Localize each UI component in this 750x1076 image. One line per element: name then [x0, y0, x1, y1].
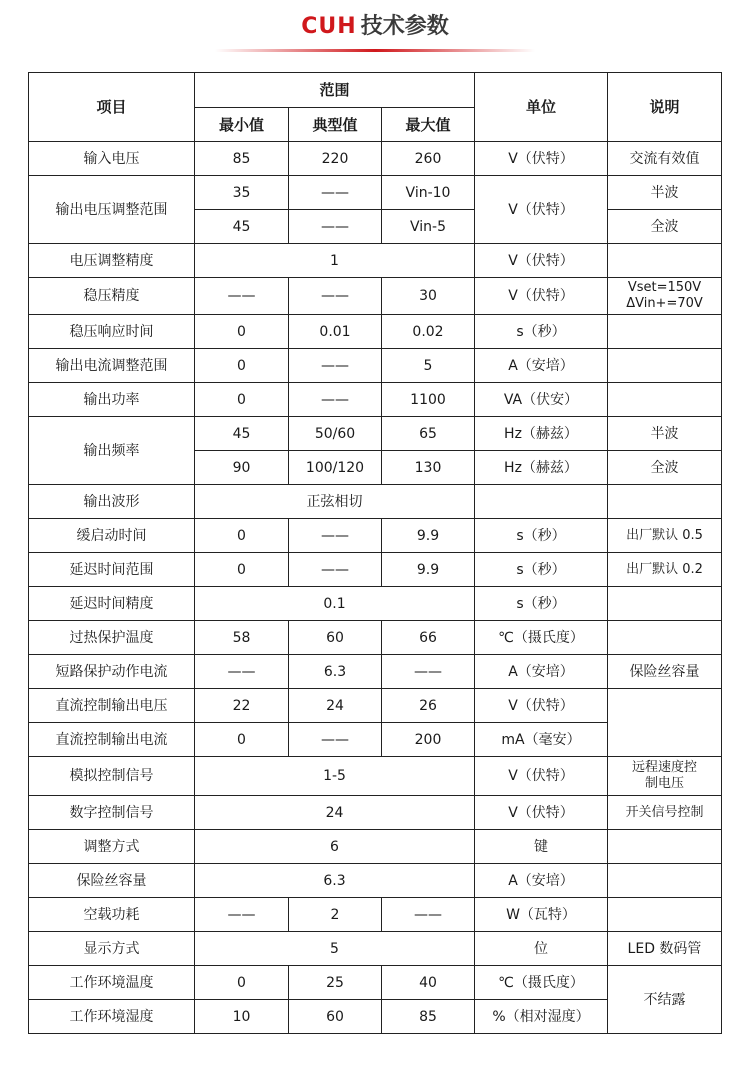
table-row — [29, 278, 722, 315]
cell-note: 开关信号控制 — [608, 796, 722, 830]
cell-note — [608, 315, 722, 349]
cell-unit: 键 — [475, 830, 608, 864]
cell-note: 全波 — [608, 210, 722, 244]
cell-item: 延迟时间精度 — [29, 587, 195, 621]
cell-typ: 60 — [289, 621, 382, 655]
note-line-1: Vset=150V — [627, 280, 702, 295]
cell-unit: W（瓦特） — [475, 898, 608, 932]
cell-typ: —— — [289, 278, 382, 315]
cell-unit: V（伏特） — [475, 757, 608, 796]
cell-unit: s（秒） — [475, 587, 608, 621]
cell-max: Vin-10 — [382, 176, 475, 210]
cell-typ: 60 — [289, 1000, 382, 1034]
table-row — [29, 587, 722, 621]
cell-item: 稳压精度 — [29, 278, 195, 315]
cell-note: 交流有效值 — [608, 142, 722, 176]
header-max: 最大值 — [382, 108, 475, 142]
table-row — [29, 966, 722, 1000]
cell-unit: A（安培） — [475, 864, 608, 898]
cell-typ: 24 — [289, 689, 382, 723]
table-row — [29, 315, 722, 349]
table-row — [29, 864, 722, 898]
cell-note — [608, 485, 722, 519]
table-row — [29, 830, 722, 864]
cell-max: 40 — [382, 966, 475, 1000]
header-typ: 典型值 — [289, 108, 382, 142]
table-row — [29, 689, 722, 723]
cell-note: 出厂默认 0.5 — [608, 519, 722, 553]
cell-unit: 位 — [475, 932, 608, 966]
cell-max: 65 — [382, 417, 475, 451]
cell-typ: —— — [289, 519, 382, 553]
note-line-2: ΔVin+=70V — [626, 296, 703, 311]
cell-item: 数字控制信号 — [29, 796, 195, 830]
cell-min: 58 — [195, 621, 289, 655]
cell-item: 直流控制输出电流 — [29, 723, 195, 757]
cell-note: 半波 — [608, 176, 722, 210]
cell-item: 输出电流调整范围 — [29, 349, 195, 383]
cell-item: 电压调整精度 — [29, 244, 195, 278]
cell-unit: Hz（赫兹） — [475, 417, 608, 451]
title-underline — [215, 49, 535, 52]
table-row — [29, 553, 722, 587]
cell-range: 24 — [195, 796, 475, 830]
table-row — [29, 796, 722, 830]
cell-max: 26 — [382, 689, 475, 723]
cell-typ: 220 — [289, 142, 382, 176]
cell-unit: mA（毫安） — [475, 723, 608, 757]
page-header — [0, 0, 750, 62]
cell-item: 输出波形 — [29, 485, 195, 519]
table-row — [29, 757, 722, 796]
cell-max: 0.02 — [382, 315, 475, 349]
cell-note: LED 数码管 — [608, 932, 722, 966]
cell-max: —— — [382, 655, 475, 689]
cell-range: 1 — [195, 244, 475, 278]
cell-note — [608, 587, 722, 621]
note-line-1: 远程速度控 — [631, 760, 697, 775]
cell-max: 66 — [382, 621, 475, 655]
cell-typ: —— — [289, 383, 382, 417]
table-row — [29, 621, 722, 655]
cell-unit: V（伏特） — [475, 689, 608, 723]
cell-min: 0 — [195, 383, 289, 417]
cell-min: 0 — [195, 723, 289, 757]
cell-range: 6.3 — [195, 864, 475, 898]
cell-typ: 0.01 — [289, 315, 382, 349]
cell-item: 输出电压调整范围 — [29, 176, 195, 244]
table-row — [29, 655, 722, 689]
cell-typ: 2 — [289, 898, 382, 932]
cell-item: 输入电压 — [29, 142, 195, 176]
cell-range: 5 — [195, 932, 475, 966]
header-min: 最小值 — [195, 108, 289, 142]
cell-range: 1-5 — [195, 757, 475, 796]
cell-item: 保险丝容量 — [29, 864, 195, 898]
cell-note: 保险丝容量 — [608, 655, 722, 689]
cell-unit: V（伏特） — [475, 142, 608, 176]
header-item: 项目 — [29, 73, 195, 142]
cell-note: 全波 — [608, 451, 722, 485]
cell-note — [608, 349, 722, 383]
cell-item: 延迟时间范围 — [29, 553, 195, 587]
table-row — [29, 349, 722, 383]
cell-max: 85 — [382, 1000, 475, 1034]
cell-unit: V（伏特） — [475, 176, 608, 244]
header-note: 说明 — [608, 73, 722, 142]
cell-unit: s（秒） — [475, 553, 608, 587]
cell-max: 1100 — [382, 383, 475, 417]
cell-max: 260 — [382, 142, 475, 176]
cell-item: 输出功率 — [29, 383, 195, 417]
cell-min: 10 — [195, 1000, 289, 1034]
cell-unit: V（伏特） — [475, 796, 608, 830]
cell-min: 0 — [195, 519, 289, 553]
cell-min: 45 — [195, 417, 289, 451]
cell-max: 9.9 — [382, 553, 475, 587]
cell-item: 模拟控制信号 — [29, 757, 195, 796]
cell-typ: 25 — [289, 966, 382, 1000]
header-row — [29, 73, 722, 108]
cell-min: —— — [195, 655, 289, 689]
cell-item: 直流控制输出电压 — [29, 689, 195, 723]
cell-min: —— — [195, 278, 289, 315]
cell-range: 正弦相切 — [195, 485, 475, 519]
cell-item: 过热保护温度 — [29, 621, 195, 655]
cell-note — [608, 757, 722, 796]
cell-note — [608, 244, 722, 278]
cell-unit: A（安培） — [475, 349, 608, 383]
cell-note — [608, 278, 722, 315]
cell-unit: V（伏特） — [475, 244, 608, 278]
cell-max: —— — [382, 898, 475, 932]
cell-unit: s（秒） — [475, 315, 608, 349]
spec-table — [28, 72, 722, 1034]
cell-typ: 6.3 — [289, 655, 382, 689]
table-row — [29, 485, 722, 519]
cell-typ: —— — [289, 553, 382, 587]
cell-min: 90 — [195, 451, 289, 485]
cell-range: 6 — [195, 830, 475, 864]
cell-min: 45 — [195, 210, 289, 244]
cell-min: 0 — [195, 553, 289, 587]
table-row — [29, 176, 722, 210]
cell-max: 9.9 — [382, 519, 475, 553]
cell-min: —— — [195, 898, 289, 932]
cell-note — [608, 621, 722, 655]
cell-unit: ℃（摄氏度） — [475, 621, 608, 655]
cell-max: 5 — [382, 349, 475, 383]
cell-note: 不结露 — [608, 966, 722, 1034]
table-row — [29, 519, 722, 553]
cell-note — [608, 689, 722, 757]
cell-min: 0 — [195, 966, 289, 1000]
cell-max: Vin-5 — [382, 210, 475, 244]
table-row — [29, 383, 722, 417]
cell-typ: 50/60 — [289, 417, 382, 451]
cell-min: 35 — [195, 176, 289, 210]
header-unit: 单位 — [475, 73, 608, 142]
cell-max: 30 — [382, 278, 475, 315]
table-row — [29, 417, 722, 451]
cell-item: 输出频率 — [29, 417, 195, 485]
table-row — [29, 932, 722, 966]
cell-typ: —— — [289, 176, 382, 210]
table-row — [29, 244, 722, 278]
cell-max: 130 — [382, 451, 475, 485]
cell-note — [608, 830, 722, 864]
cell-unit: VA（伏安） — [475, 383, 608, 417]
note-line-2: 制电压 — [644, 776, 684, 791]
cell-unit: ℃（摄氏度） — [475, 966, 608, 1000]
cell-item: 空载功耗 — [29, 898, 195, 932]
cell-note — [608, 864, 722, 898]
cell-min: 85 — [195, 142, 289, 176]
table-row — [29, 142, 722, 176]
cell-typ: —— — [289, 723, 382, 757]
header-range: 范围 — [195, 73, 475, 108]
cell-item: 工作环境温度 — [29, 966, 195, 1000]
cell-item: 显示方式 — [29, 932, 195, 966]
cell-item: 短路保护动作电流 — [29, 655, 195, 689]
title-text: 技术参数 — [360, 14, 449, 39]
table-row — [29, 898, 722, 932]
cell-unit: A（安培） — [475, 655, 608, 689]
cell-note — [608, 898, 722, 932]
cell-typ: —— — [289, 210, 382, 244]
cell-unit: V（伏特） — [475, 278, 608, 315]
cell-typ: —— — [289, 349, 382, 383]
cell-typ: 100/120 — [289, 451, 382, 485]
cell-max: 200 — [382, 723, 475, 757]
cell-note: 出厂默认 0.2 — [608, 553, 722, 587]
page-title — [0, 12, 750, 42]
cell-item: 缓启动时间 — [29, 519, 195, 553]
cell-min: 0 — [195, 349, 289, 383]
cell-unit: %（相对湿度） — [475, 1000, 608, 1034]
cell-min: 0 — [195, 315, 289, 349]
cell-item: 调整方式 — [29, 830, 195, 864]
cell-unit: Hz（赫兹） — [475, 451, 608, 485]
brand-logo: CUH — [301, 14, 357, 39]
cell-note: 半波 — [608, 417, 722, 451]
cell-min: 22 — [195, 689, 289, 723]
cell-item: 稳压响应时间 — [29, 315, 195, 349]
cell-unit — [475, 485, 608, 519]
cell-range: 0.1 — [195, 587, 475, 621]
cell-note — [608, 383, 722, 417]
cell-unit: s（秒） — [475, 519, 608, 553]
cell-item: 工作环境湿度 — [29, 1000, 195, 1034]
